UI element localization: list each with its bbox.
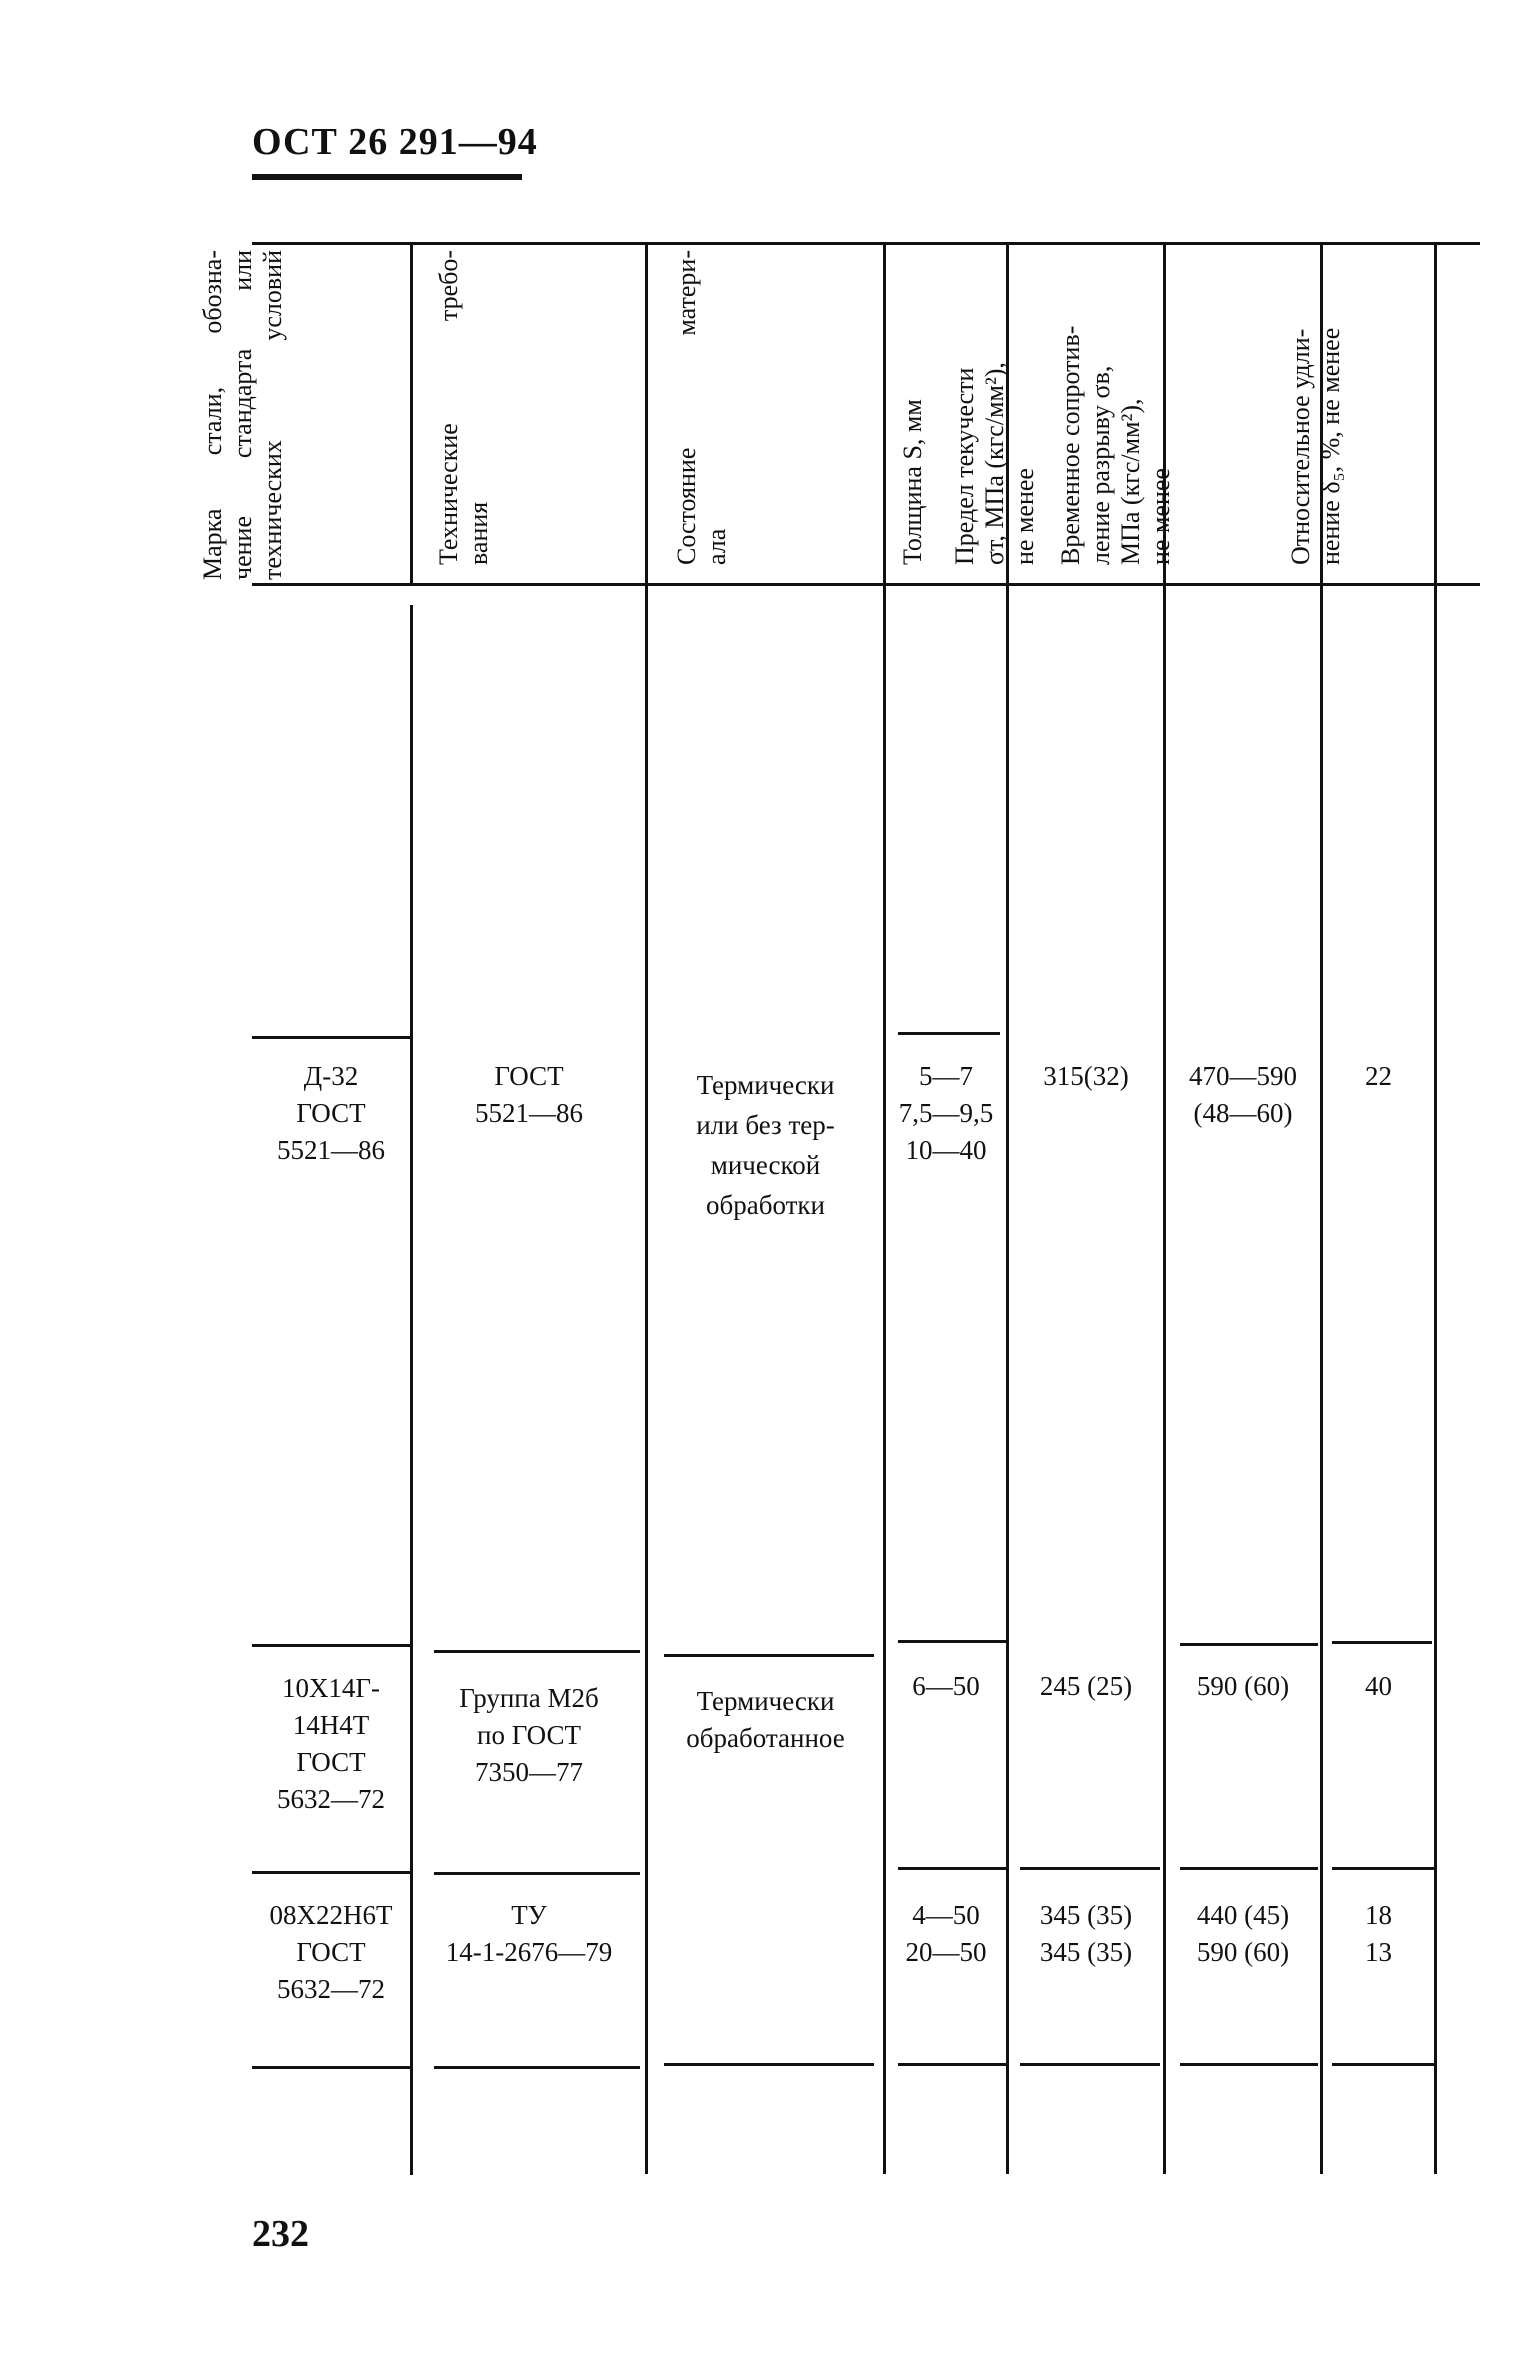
row-rule (252, 1036, 410, 1039)
row-rule (898, 1032, 1000, 1035)
tensile-strength-cell: 590 (60) (1196, 1671, 1290, 1701)
table-bottom-rule (1180, 2063, 1318, 2066)
row-rule (1020, 1867, 1160, 1870)
table-row: 08Х22Н6Т ГОСТ 5632—72 (252, 1897, 410, 2008)
header-thickness: Толщина S, мм (898, 399, 927, 565)
title-underline (252, 174, 522, 180)
thickness-cell: 5—7 7,5—9,5 10—40 (898, 1061, 994, 1165)
condition-cell: Термически или без тер- мической обработки (696, 1070, 835, 1220)
elongation-cell: 18 13 (1365, 1900, 1392, 1967)
row-rule (898, 1640, 1006, 1643)
header-material-condition: Состояние матери- ала (672, 250, 731, 565)
steel-grade-cell: 08Х22Н6Т (269, 1900, 393, 1930)
yield-strength-cell: 345 (35) 345 (35) (1039, 1900, 1133, 1967)
header-yield-strength: Предел текучести σт, МПа (кгс/мм²), не менее (950, 362, 1039, 565)
tensile-strength-cell: 440 (45) 590 (60) (1196, 1900, 1290, 1967)
column-divider (1434, 244, 1437, 2174)
table-bottom-rule (1332, 2063, 1434, 2066)
header-tensile-strength: Временное сопротив- ление разрыву σв, МПа (кгс/мм²), не менее (1056, 325, 1175, 565)
header-elongation: Относительное удли- нение δ₅, %, не менее (1286, 327, 1345, 565)
document-code: ОСТ 26 291—94 (252, 121, 538, 163)
table-row: 10Х14Г- 14Н4Т ГОСТ 5632—72 (252, 1670, 410, 1818)
row-rule (434, 1872, 640, 1875)
row-rule (1332, 1641, 1432, 1644)
requirements-cell: Группа М2б по ГОСТ 7350—77 (459, 1683, 599, 1787)
elongation-cell: 22 (1365, 1061, 1392, 1091)
requirements-cell: ТУ 14-1-2676—79 (445, 1900, 613, 1967)
steel-grade-cell: Д-32 (303, 1061, 359, 1091)
row-rule (252, 1644, 410, 1647)
table-row: Д-32 ГОСТ 5521—86 (252, 1058, 410, 1169)
row-rule (1332, 1867, 1434, 1870)
elongation-cell: 40 (1365, 1671, 1392, 1701)
column-divider (883, 244, 886, 2174)
row-rule (252, 1871, 410, 1874)
page-number: 232 (252, 2213, 309, 2255)
yield-strength-cell: 315(32) (1043, 1061, 1129, 1091)
table-bottom-rule (252, 2066, 410, 2069)
table-bottom-rule (898, 2063, 1006, 2066)
thickness-cell: 6—50 (912, 1671, 980, 1701)
table-bottom-rule (1020, 2063, 1160, 2066)
header-steel-grade: Марка стали, обозна- чение стандарта или технических условий (198, 250, 287, 580)
condition-cell: Термически обработанное (686, 1686, 845, 1753)
header-technical-requirements: Технические требо- вания (434, 250, 493, 565)
table-top-rule (252, 242, 1480, 245)
yield-strength-cell: 245 (25) (1039, 1671, 1133, 1701)
requirements-cell: ГОСТ 5521—86 (475, 1061, 583, 1128)
steel-grade-cell: 10Х14Г- (281, 1673, 381, 1703)
table-bottom-rule (434, 2066, 640, 2069)
tensile-strength-cell: 470—590 (48—60) (1189, 1061, 1297, 1128)
row-rule (664, 1654, 874, 1657)
row-rule (1180, 1867, 1318, 1870)
row-rule (1180, 1643, 1318, 1646)
table-bottom-rule (664, 2063, 874, 2066)
thickness-cell: 4—50 20—50 (905, 1900, 987, 1967)
column-divider (410, 244, 413, 584)
row-rule (434, 1650, 640, 1653)
row-rule (898, 1867, 1006, 1870)
table-header-rule (252, 583, 1480, 586)
